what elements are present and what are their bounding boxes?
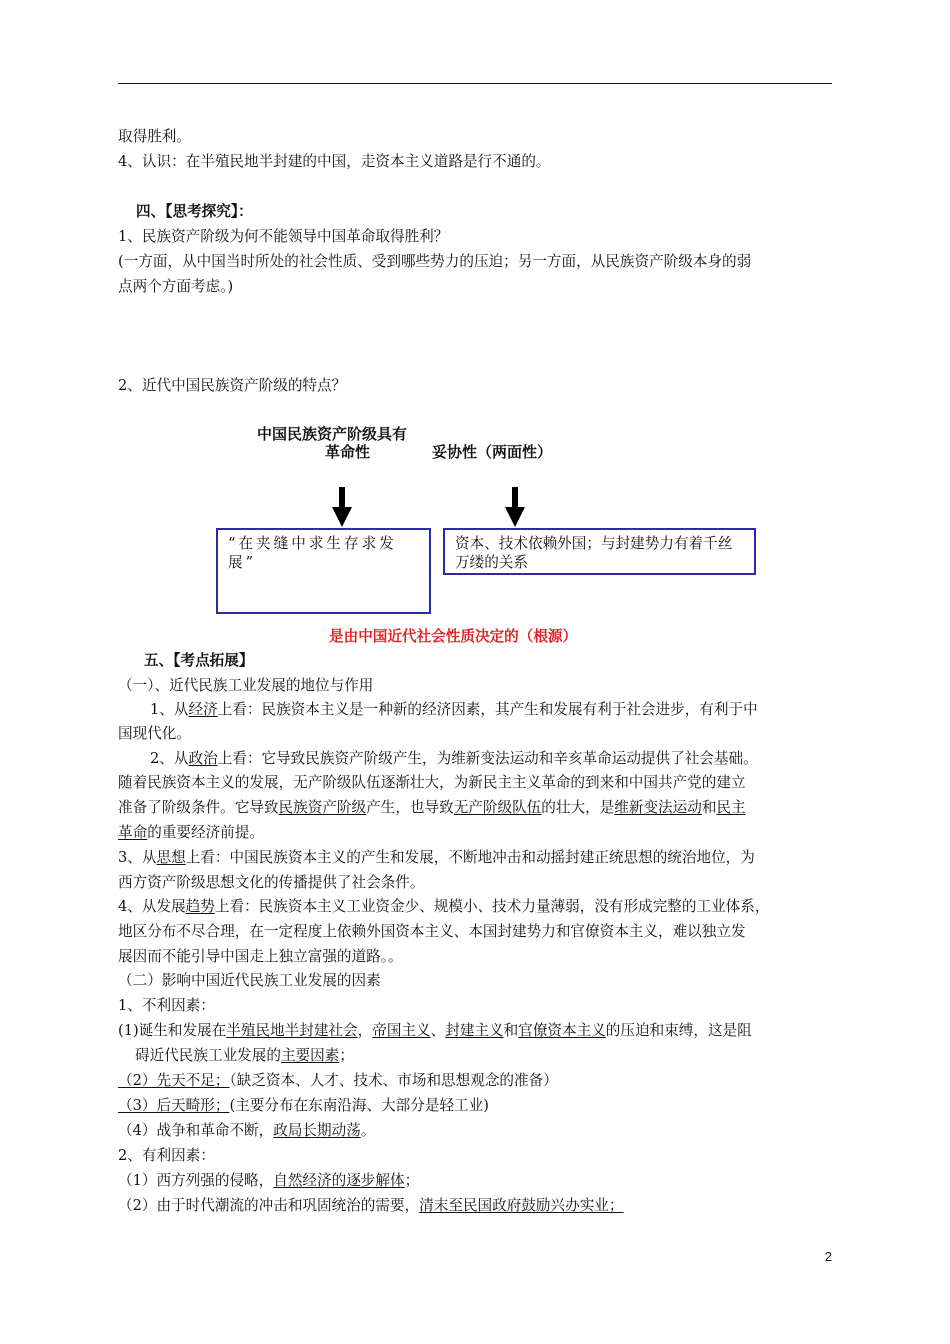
list-item: （1）西方列强的侵略，自然经济的逐步解体； <box>118 1172 420 1189</box>
list-item: （2）先天不足；（缺乏资本、人才、技术、市场和思想观念的准备） <box>118 1072 558 1089</box>
paragraph-line: 随着民族资本主义的发展，无产阶级队伍逐渐壮大，为新民主主义革命的到来和中国共产党的建立 <box>118 774 746 791</box>
paragraph-line: 革命的重要经济前提。 <box>118 824 264 841</box>
paragraph-line: 国现代化。 <box>118 725 191 742</box>
list-title: 1、不利因素： <box>118 997 215 1014</box>
header-rule <box>118 83 832 84</box>
paragraph-line: 准备了阶级条件。它导致民族资产阶级产生，也导致无产阶级队伍的壮大，是维新变法运动和民主 <box>118 799 746 816</box>
paragraph-line: 2、从政治上看：它导致民族资产阶级产生，为维新变法运动和辛亥革命运动提供了社会基础。 <box>150 750 758 767</box>
question-2: 2、近代中国民族资产阶级的特点？ <box>118 377 347 394</box>
paragraph-line: 1、从经济上看：民族资本主义是一种新的经济因素，其产生和发展有利于社会进步，有利于中 <box>150 701 758 718</box>
list-item: （3）后天畸形；(主要分布在东南沿海、大部分是轻工业) <box>118 1097 489 1114</box>
list-title: 2、有利因素： <box>118 1147 215 1164</box>
diagram-left-label: 革命性 <box>325 443 371 461</box>
question-1: 1、民族资产阶级为何不能领导中国革命取得胜利？ <box>118 228 449 245</box>
down-arrow-icon <box>505 487 525 527</box>
page-number: 2 <box>824 1249 832 1264</box>
subsection-title: （一）、近代民族工业发展的地位与作用 <box>118 677 374 694</box>
list-item: （4）战争和革命不断，政局长期动荡。 <box>118 1122 376 1139</box>
paragraph-line: 展因而不能引导中国走上独立富强的道路。。 <box>118 948 403 965</box>
paragraph-line: 4、从发展趋势上看：民族资本主义工业资金少、规模小、技术力量薄弱，没有形成完整的工业体系， <box>118 898 770 915</box>
question-1-hint-cont: 点两个方面考虑。) <box>118 278 234 295</box>
list-item: (1)诞生和发展在半殖民地半封建社会，帝国主义、封建主义和官僚资本主义的压迫和束缚，这是阻 <box>118 1022 752 1039</box>
paragraph-line: 3、从思想上看：中国民族资本主义的产生和发展，不断地冲击和动摇封建正统思想的统治地位，为 <box>118 849 755 866</box>
paragraph-line: 西方资产阶级思想文化的传播提供了社会条件。 <box>118 874 425 891</box>
down-arrow-icon <box>332 487 352 527</box>
list-item-cont: 碍近代民族工业发展的主要因素； <box>135 1047 354 1064</box>
diagram-title: 中国民族资产阶级具有 <box>257 425 408 443</box>
diagram-left-box: “在夹缝中求生存求发展” <box>216 528 431 614</box>
section-heading: 五、【考点拓展】 <box>144 652 254 669</box>
diagram-right-label: 妥协性（两面性） <box>432 443 553 461</box>
list-item: （2）由于时代潮流的冲击和巩固统治的需要，清末至民国政府鼓励兴办实业； <box>118 1197 624 1214</box>
paragraph-line: 取得胜利。 <box>118 128 191 145</box>
paragraph-line: 4、认识：在半殖民地半封建的中国，走资本主义道路是行不通的。 <box>118 153 551 170</box>
question-1-hint: (一方面，从中国当时所处的社会性质、受到哪些势力的压迫；另一方面，从民族资产阶级本身的弱 <box>118 253 752 270</box>
diagram-right-box: 资本、技术依赖外国；与封建势力有着千丝万缕的关系 <box>443 528 756 575</box>
paragraph-line: 地区分布不尽合理，在一定程度上依赖外国资本主义、本国封建势力和官僚资本主义，难以独立发 <box>118 923 746 940</box>
diagram-conclusion: 是由中国近代社会性质决定的（根源） <box>329 628 578 645</box>
section-heading: 四、【思考探究】： <box>136 203 253 220</box>
subsection-title: （二）影响中国近代民族工业发展的因素 <box>118 972 381 989</box>
